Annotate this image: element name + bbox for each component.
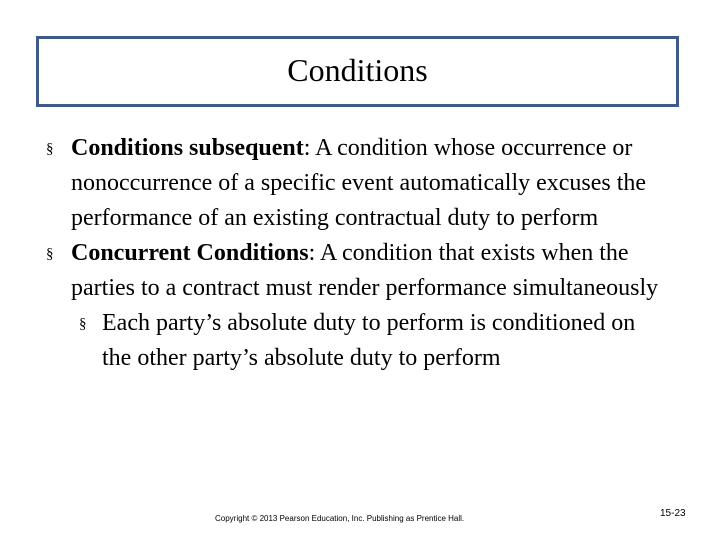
bullet-text: : A condition that exists when the parties to a contract must render performance simultaneously	[71, 240, 659, 301]
bullet-marker-icon: §	[46, 141, 54, 157]
slide-number: 15-23	[660, 508, 686, 519]
bullet-marker-icon: §	[79, 316, 87, 332]
bullet-term: Concurrent Conditions	[71, 240, 309, 266]
bullet-concurrent-conditions	[0, 236, 671, 306]
slide-title: Conditions	[287, 52, 428, 88]
copyright-footer: Copyright © 2013 Pearson Education, Inc. Publishing as Prentice Hall.	[215, 514, 465, 523]
bullet-text: : A condition whose occurrence or nonoccurrence of a specific event automatically excuses the performance of an existing contractual duty to perform	[71, 135, 647, 231]
bullet-marker-icon: §	[46, 246, 54, 262]
bullet-conditions-subsequent	[0, 131, 671, 236]
bullet-term: Conditions subsequent	[71, 135, 304, 161]
sub-bullet-text: Each party’s absolute duty to perform is conditioned on the other party’s absolute duty to perform	[102, 310, 636, 371]
title-frame	[36, 36, 679, 107]
bullet-list	[0, 131, 720, 376]
sub-bullet-absolute-duty	[0, 306, 662, 376]
